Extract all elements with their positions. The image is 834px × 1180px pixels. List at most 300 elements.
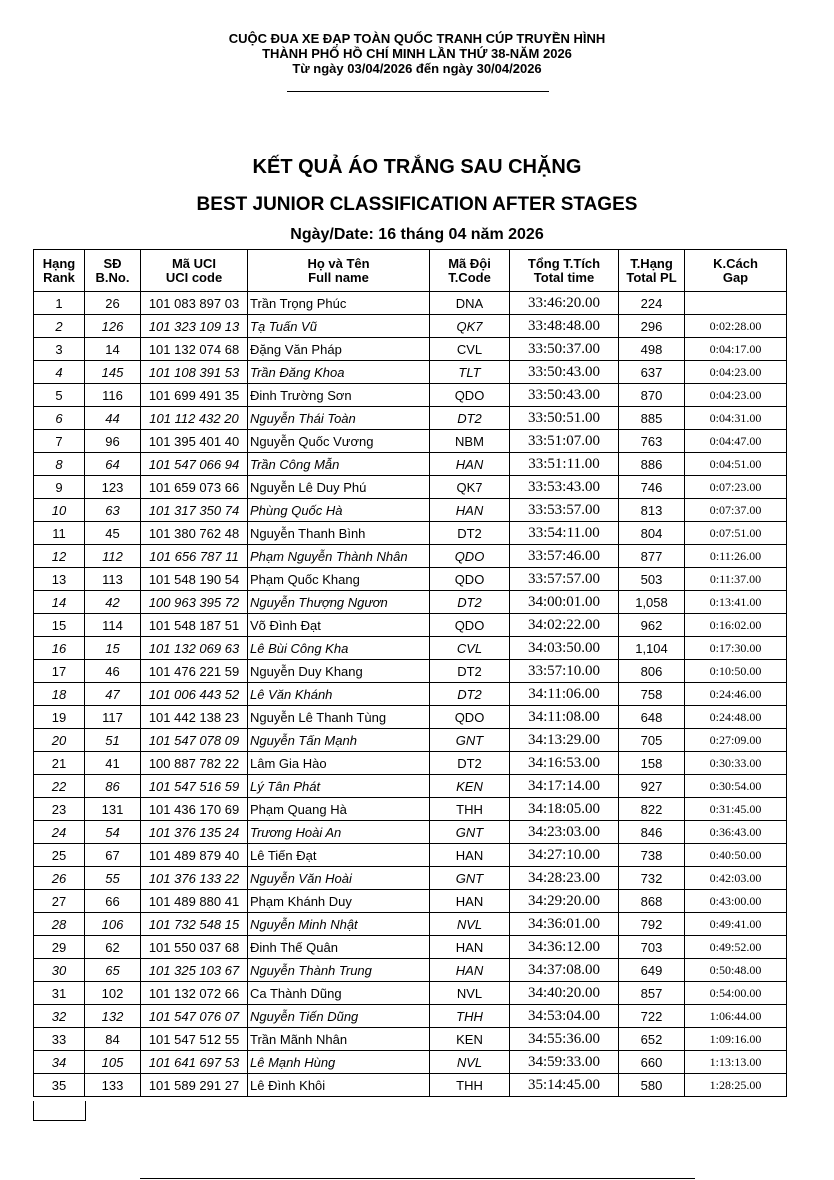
cell-gap: 0:11:26.00 — [685, 545, 787, 568]
table-row — [34, 637, 787, 660]
cell-bib: 44 — [85, 407, 141, 430]
cell-team: CVL — [430, 338, 510, 361]
cell-gap: 0:13:41.00 — [685, 591, 787, 614]
cell-rank: 6 — [34, 407, 85, 430]
race-title-line-2: THÀNH PHỐ HỒ CHÍ MINH LẦN THỨ 38-NĂM 2026 — [262, 46, 572, 61]
cell-name: Lê Tiến Đạt — [248, 844, 430, 867]
cell-total: 804 — [619, 522, 685, 545]
col-team-header: Mã Đội T.Code — [430, 250, 510, 292]
cell-name: Nguyễn Thượng Ngươn — [248, 591, 430, 614]
cell-rank: 27 — [34, 890, 85, 913]
cell-total: 738 — [619, 844, 685, 867]
cell-bib: 46 — [85, 660, 141, 683]
cell-name: Lê Đình Khôi — [248, 1074, 430, 1097]
header-divider — [287, 91, 549, 92]
cell-bib: 113 — [85, 568, 141, 591]
cell-bib: 55 — [85, 867, 141, 890]
cell-rank: 25 — [34, 844, 85, 867]
cell-name: Nguyễn Thái Toàn — [248, 407, 430, 430]
cell-team: DT2 — [430, 407, 510, 430]
cell-uci: 101 547 516 59 — [141, 775, 248, 798]
cell-rank: 1 — [34, 292, 85, 315]
cell-bib: 14 — [85, 338, 141, 361]
cell-bib: 105 — [85, 1051, 141, 1074]
cell-total: 503 — [619, 568, 685, 591]
cell-name: Lê Văn Khánh — [248, 683, 430, 706]
cell-rank: 19 — [34, 706, 85, 729]
cell-total: 868 — [619, 890, 685, 913]
cell-name: Lê Bùi Công Kha — [248, 637, 430, 660]
cell-uci: 101 489 879 40 — [141, 844, 248, 867]
cell-uci: 101 548 187 51 — [141, 614, 248, 637]
cell-time: 33:57:46.00 — [510, 545, 619, 568]
cell-team: THH — [430, 1074, 510, 1097]
cell-team: DT2 — [430, 660, 510, 683]
cell-time: 34:18:05.00 — [510, 798, 619, 821]
cell-total: 1,104 — [619, 637, 685, 660]
results-table — [33, 249, 787, 1097]
cell-team: DT2 — [430, 522, 510, 545]
cell-gap: 1:28:25.00 — [685, 1074, 787, 1097]
cell-rank: 24 — [34, 821, 85, 844]
table-row — [34, 1028, 787, 1051]
cell-gap: 0:49:52.00 — [685, 936, 787, 959]
table-empty-cell — [33, 1101, 86, 1121]
cell-bib: 86 — [85, 775, 141, 798]
cell-time: 33:53:43.00 — [510, 476, 619, 499]
cell-time: 33:57:57.00 — [510, 568, 619, 591]
table-row — [34, 729, 787, 752]
cell-rank: 18 — [34, 683, 85, 706]
cell-time: 34:02:22.00 — [510, 614, 619, 637]
cell-name: Phạm Quốc Khang — [248, 568, 430, 591]
cell-team: DT2 — [430, 752, 510, 775]
cell-team: NVL — [430, 1051, 510, 1074]
cell-name: Nguyễn Tiến Dũng — [248, 1005, 430, 1028]
cell-total: 806 — [619, 660, 685, 683]
cell-time: 33:46:20.00 — [510, 292, 619, 315]
cell-gap: 0:42:03.00 — [685, 867, 787, 890]
table-row — [34, 476, 787, 499]
cell-uci: 101 436 170 69 — [141, 798, 248, 821]
cell-total: 886 — [619, 453, 685, 476]
cell-time: 34:36:12.00 — [510, 936, 619, 959]
cell-uci: 101 547 512 55 — [141, 1028, 248, 1051]
cell-bib: 126 — [85, 315, 141, 338]
cell-team: QDO — [430, 706, 510, 729]
cell-uci: 101 476 221 59 — [141, 660, 248, 683]
cell-bib: 41 — [85, 752, 141, 775]
cell-total: 746 — [619, 476, 685, 499]
cell-uci: 101 323 109 13 — [141, 315, 248, 338]
cell-time: 34:40:20.00 — [510, 982, 619, 1005]
cell-team: GNT — [430, 867, 510, 890]
cell-bib: 45 — [85, 522, 141, 545]
cell-gap: 0:10:50.00 — [685, 660, 787, 683]
cell-total: 649 — [619, 959, 685, 982]
cell-name: Trần Công Mẫn — [248, 453, 430, 476]
cell-time: 35:14:45.00 — [510, 1074, 619, 1097]
col-total-header: T.Hạng Total PL — [619, 250, 685, 292]
cell-gap: 1:09:16.00 — [685, 1028, 787, 1051]
cell-time: 33:53:57.00 — [510, 499, 619, 522]
cell-name: Phạm Khánh Duy — [248, 890, 430, 913]
cell-gap — [685, 292, 787, 315]
cell-name: Lê Mạnh Hùng — [248, 1051, 430, 1074]
cell-bib: 26 — [85, 292, 141, 315]
cell-time: 34:11:08.00 — [510, 706, 619, 729]
cell-uci: 101 641 697 53 — [141, 1051, 248, 1074]
cell-name: Nguyễn Duy Khang — [248, 660, 430, 683]
cell-time: 34:53:04.00 — [510, 1005, 619, 1028]
cell-team: HAN — [430, 959, 510, 982]
cell-bib: 117 — [85, 706, 141, 729]
cell-name: Trương Hoài An — [248, 821, 430, 844]
cell-gap: 0:24:48.00 — [685, 706, 787, 729]
cell-uci: 101 589 291 27 — [141, 1074, 248, 1097]
cell-rank: 16 — [34, 637, 85, 660]
cell-team: NVL — [430, 913, 510, 936]
cell-bib: 63 — [85, 499, 141, 522]
table-row — [34, 1074, 787, 1097]
cell-team: HAN — [430, 890, 510, 913]
table-row — [34, 844, 787, 867]
cell-rank: 17 — [34, 660, 85, 683]
cell-gap: 0:07:23.00 — [685, 476, 787, 499]
cell-rank: 21 — [34, 752, 85, 775]
cell-rank: 34 — [34, 1051, 85, 1074]
cell-team: QDO — [430, 384, 510, 407]
cell-uci: 100 887 782 22 — [141, 752, 248, 775]
cell-rank: 23 — [34, 798, 85, 821]
cell-gap: 0:04:47.00 — [685, 430, 787, 453]
footer-divider — [140, 1178, 695, 1179]
cell-rank: 22 — [34, 775, 85, 798]
cell-total: 792 — [619, 913, 685, 936]
cell-rank: 3 — [34, 338, 85, 361]
cell-time: 33:48:48.00 — [510, 315, 619, 338]
cell-total: 703 — [619, 936, 685, 959]
cell-team: KEN — [430, 1028, 510, 1051]
table-row — [34, 568, 787, 591]
cell-gap: 0:07:51.00 — [685, 522, 787, 545]
cell-bib: 106 — [85, 913, 141, 936]
cell-bib: 51 — [85, 729, 141, 752]
cell-rank: 13 — [34, 568, 85, 591]
cell-team: NBM — [430, 430, 510, 453]
cell-name: Lâm Gia Hào — [248, 752, 430, 775]
cell-total: 158 — [619, 752, 685, 775]
table-row — [34, 982, 787, 1005]
cell-name: Trần Trọng Phúc — [248, 292, 430, 315]
cell-uci: 101 108 391 53 — [141, 361, 248, 384]
cell-bib: 62 — [85, 936, 141, 959]
cell-uci: 101 083 897 03 — [141, 292, 248, 315]
cell-bib: 123 — [85, 476, 141, 499]
cell-name: Nguyễn Lê Thanh Tùng — [248, 706, 430, 729]
cell-total: 722 — [619, 1005, 685, 1028]
cell-time: 34:17:14.00 — [510, 775, 619, 798]
table-row — [34, 453, 787, 476]
cell-gap: 0:54:00.00 — [685, 982, 787, 1005]
cell-bib: 42 — [85, 591, 141, 614]
cell-uci: 101 112 432 20 — [141, 407, 248, 430]
cell-rank: 2 — [34, 315, 85, 338]
cell-team: TLT — [430, 361, 510, 384]
cell-time: 33:50:43.00 — [510, 361, 619, 384]
table-row — [34, 752, 787, 775]
cell-time: 34:23:03.00 — [510, 821, 619, 844]
cell-name: Nguyễn Thành Trung — [248, 959, 430, 982]
cell-uci: 101 317 350 74 — [141, 499, 248, 522]
cell-time: 33:50:51.00 — [510, 407, 619, 430]
cell-time: 34:13:29.00 — [510, 729, 619, 752]
cell-gap: 1:06:44.00 — [685, 1005, 787, 1028]
cell-gap: 0:04:17.00 — [685, 338, 787, 361]
cell-time: 34:27:10.00 — [510, 844, 619, 867]
cell-total: 637 — [619, 361, 685, 384]
cell-gap: 0:16:02.00 — [685, 614, 787, 637]
cell-name: Lý Tân Phát — [248, 775, 430, 798]
cell-total: 732 — [619, 867, 685, 890]
cell-gap: 0:27:09.00 — [685, 729, 787, 752]
cell-uci: 101 380 762 48 — [141, 522, 248, 545]
col-bib-header: SĐ B.No. — [85, 250, 141, 292]
cell-uci: 101 547 076 07 — [141, 1005, 248, 1028]
cell-gap: 0:30:33.00 — [685, 752, 787, 775]
cell-total: 580 — [619, 1074, 685, 1097]
classification-title-en: BEST JUNIOR CLASSIFICATION AFTER STAGES — [196, 194, 638, 215]
cell-total: 822 — [619, 798, 685, 821]
cell-bib: 54 — [85, 821, 141, 844]
table-row — [34, 522, 787, 545]
cell-total: 705 — [619, 729, 685, 752]
cell-name: Nguyễn Văn Hoài — [248, 867, 430, 890]
cell-uci: 101 442 138 23 — [141, 706, 248, 729]
cell-team: QK7 — [430, 476, 510, 499]
cell-bib: 47 — [85, 683, 141, 706]
classification-title-vn: KẾT QUẢ ÁO TRẮNG SAU CHẶNG — [252, 156, 582, 178]
cell-uci: 101 699 491 35 — [141, 384, 248, 407]
cell-bib: 96 — [85, 430, 141, 453]
cell-total: 498 — [619, 338, 685, 361]
table-row — [34, 959, 787, 982]
cell-time: 33:54:11.00 — [510, 522, 619, 545]
cell-rank: 14 — [34, 591, 85, 614]
cell-name: Nguyễn Thanh Bình — [248, 522, 430, 545]
cell-name: Nguyễn Minh Nhật — [248, 913, 430, 936]
cell-gap: 0:07:37.00 — [685, 499, 787, 522]
cell-time: 34:37:08.00 — [510, 959, 619, 982]
cell-bib: 65 — [85, 959, 141, 982]
cell-total: 652 — [619, 1028, 685, 1051]
cell-name: Nguyễn Lê Duy Phú — [248, 476, 430, 499]
cell-gap: 0:24:46.00 — [685, 683, 787, 706]
cell-name: Ca Thành Dũng — [248, 982, 430, 1005]
cell-rank: 11 — [34, 522, 85, 545]
table-row — [34, 936, 787, 959]
table-row — [34, 913, 787, 936]
cell-uci: 101 132 069 63 — [141, 637, 248, 660]
cell-rank: 31 — [34, 982, 85, 1005]
cell-name: Tạ Tuấn Vũ — [248, 315, 430, 338]
cell-team: DNA — [430, 292, 510, 315]
cell-bib: 66 — [85, 890, 141, 913]
cell-team: GNT — [430, 821, 510, 844]
table-row — [34, 315, 787, 338]
cell-bib: 132 — [85, 1005, 141, 1028]
cell-rank: 30 — [34, 959, 85, 982]
cell-team: QDO — [430, 568, 510, 591]
cell-total: 224 — [619, 292, 685, 315]
cell-team: HAN — [430, 499, 510, 522]
table-row — [34, 1051, 787, 1074]
cell-bib: 102 — [85, 982, 141, 1005]
cell-gap: 0:50:48.00 — [685, 959, 787, 982]
col-uci-header: Mã UCI UCI code — [141, 250, 248, 292]
cell-uci: 101 325 103 67 — [141, 959, 248, 982]
cell-total: 927 — [619, 775, 685, 798]
cell-team: QK7 — [430, 315, 510, 338]
table-row — [34, 614, 787, 637]
cell-gap: 1:13:13.00 — [685, 1051, 787, 1074]
cell-gap: 0:11:37.00 — [685, 568, 787, 591]
cell-time: 33:50:37.00 — [510, 338, 619, 361]
cell-time: 34:59:33.00 — [510, 1051, 619, 1074]
cell-gap: 0:36:43.00 — [685, 821, 787, 844]
cell-name: Phạm Nguyễn Thành Nhân — [248, 545, 430, 568]
cell-total: 660 — [619, 1051, 685, 1074]
cell-bib: 145 — [85, 361, 141, 384]
cell-gap: 0:02:28.00 — [685, 315, 787, 338]
table-row — [34, 890, 787, 913]
cell-team: HAN — [430, 844, 510, 867]
cell-bib: 131 — [85, 798, 141, 821]
cell-rank: 4 — [34, 361, 85, 384]
cell-bib: 133 — [85, 1074, 141, 1097]
table-row — [34, 706, 787, 729]
cell-time: 33:57:10.00 — [510, 660, 619, 683]
cell-time: 34:36:01.00 — [510, 913, 619, 936]
cell-name: Trần Mãnh Nhân — [248, 1028, 430, 1051]
cell-bib: 112 — [85, 545, 141, 568]
cell-rank: 8 — [34, 453, 85, 476]
cell-rank: 28 — [34, 913, 85, 936]
cell-uci: 101 659 073 66 — [141, 476, 248, 499]
cell-name: Đặng Văn Pháp — [248, 338, 430, 361]
cell-team: HAN — [430, 936, 510, 959]
cell-total: 758 — [619, 683, 685, 706]
cell-bib: 64 — [85, 453, 141, 476]
cell-rank: 5 — [34, 384, 85, 407]
cell-time: 34:28:23.00 — [510, 867, 619, 890]
cell-uci: 101 547 078 09 — [141, 729, 248, 752]
cell-bib: 116 — [85, 384, 141, 407]
cell-rank: 26 — [34, 867, 85, 890]
cell-team: THH — [430, 798, 510, 821]
cell-team: QDO — [430, 614, 510, 637]
cell-gap: 0:40:50.00 — [685, 844, 787, 867]
cell-time: 33:51:11.00 — [510, 453, 619, 476]
cell-team: HAN — [430, 453, 510, 476]
cell-uci: 101 732 548 15 — [141, 913, 248, 936]
cell-team: DT2 — [430, 683, 510, 706]
cell-time: 34:55:36.00 — [510, 1028, 619, 1051]
cell-total: 813 — [619, 499, 685, 522]
table-row — [34, 407, 787, 430]
race-title-line-1: CUỘC ĐUA XE ĐẠP TOÀN QUỐC TRANH CÚP TRUYỀN HÌNH — [228, 31, 606, 46]
cell-rank: 12 — [34, 545, 85, 568]
table-row — [34, 430, 787, 453]
classification-date: Ngày/Date: 16 tháng 04 năm 2026 — [290, 226, 544, 243]
table-row — [34, 545, 787, 568]
table-row — [34, 821, 787, 844]
cell-time: 33:51:07.00 — [510, 430, 619, 453]
table-row — [34, 798, 787, 821]
cell-rank: 35 — [34, 1074, 85, 1097]
cell-time: 34:29:20.00 — [510, 890, 619, 913]
cell-name: Nguyễn Tấn Mạnh — [248, 729, 430, 752]
cell-gap: 0:31:45.00 — [685, 798, 787, 821]
cell-uci: 101 547 066 94 — [141, 453, 248, 476]
cell-name: Trần Đăng Khoa — [248, 361, 430, 384]
cell-gap: 0:04:23.00 — [685, 361, 787, 384]
cell-uci: 101 132 074 68 — [141, 338, 248, 361]
cell-name: Phùng Quốc Hà — [248, 499, 430, 522]
cell-name: Phạm Quang Hà — [248, 798, 430, 821]
table-row — [34, 1005, 787, 1028]
cell-uci: 101 550 037 68 — [141, 936, 248, 959]
cell-team: CVL — [430, 637, 510, 660]
col-rank-header: Hạng Rank — [34, 250, 85, 292]
cell-gap: 0:49:41.00 — [685, 913, 787, 936]
cell-team: QDO — [430, 545, 510, 568]
cell-time: 34:00:01.00 — [510, 591, 619, 614]
cell-rank: 7 — [34, 430, 85, 453]
cell-bib: 67 — [85, 844, 141, 867]
table-row — [34, 361, 787, 384]
table-row — [34, 775, 787, 798]
table-row — [34, 499, 787, 522]
col-name-header: Họ và Tên Full name — [248, 250, 430, 292]
table-row — [34, 292, 787, 315]
cell-name: Võ Đình Đạt — [248, 614, 430, 637]
cell-name: Đinh Trường Sơn — [248, 384, 430, 407]
cell-bib: 15 — [85, 637, 141, 660]
cell-uci: 101 006 443 52 — [141, 683, 248, 706]
table-row — [34, 683, 787, 706]
table-row — [34, 660, 787, 683]
cell-total: 962 — [619, 614, 685, 637]
cell-team: DT2 — [430, 591, 510, 614]
cell-gap: 0:30:54.00 — [685, 775, 787, 798]
cell-uci: 100 963 395 72 — [141, 591, 248, 614]
cell-rank: 29 — [34, 936, 85, 959]
cell-rank: 20 — [34, 729, 85, 752]
table-row — [34, 867, 787, 890]
cell-total: 885 — [619, 407, 685, 430]
cell-team: THH — [430, 1005, 510, 1028]
cell-name: Đinh Thế Quân — [248, 936, 430, 959]
cell-total: 296 — [619, 315, 685, 338]
cell-time: 33:50:43.00 — [510, 384, 619, 407]
cell-total: 763 — [619, 430, 685, 453]
cell-rank: 33 — [34, 1028, 85, 1051]
cell-team: GNT — [430, 729, 510, 752]
cell-name: Nguyễn Quốc Vương — [248, 430, 430, 453]
cell-uci: 101 548 190 54 — [141, 568, 248, 591]
cell-rank: 10 — [34, 499, 85, 522]
